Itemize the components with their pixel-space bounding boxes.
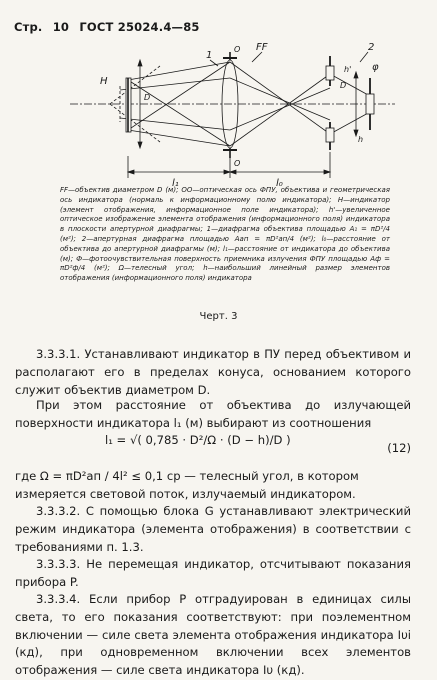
equation-number: (12) <box>387 441 411 455</box>
label-H: H <box>100 76 108 87</box>
label-h-prime: h' <box>344 65 352 74</box>
ray <box>230 62 330 134</box>
label-l1: l₁ <box>172 178 179 188</box>
label-O-top: O <box>234 45 241 54</box>
label-2: 2 <box>368 42 375 53</box>
paragraph-3-3-3-2: 3.3.3.2. С помощью блока G устанавливают электрический режим индикатора (элемента отображения) в соответствии с требованиями п. 1.3. <box>15 504 411 554</box>
label-l0: l₀ <box>276 178 283 188</box>
figure-number: Черт. 3 <box>199 311 238 322</box>
ray <box>110 66 160 104</box>
label-h: h <box>358 135 364 144</box>
paragraph-3-3-3-3: 3.3.3.3. Не перемещая индикатор, отсчитывают показания прибора P. <box>15 557 411 589</box>
paragraph-3-3-3-4: 3.3.3.4. Если прибор P отградуирован в единицах силы света, то его показания соответствуют: при поэлементном включении — силе света элемента отображения индикатора Iυi (кд), при одновременном включении всех элементов отображения — силе света индикатора Iυ (кд). <box>15 592 411 678</box>
label-D-left: D <box>144 93 151 102</box>
label-FF: FF <box>256 42 268 53</box>
ray <box>230 78 330 120</box>
label-O-bottom: O <box>234 159 241 168</box>
label-D-right: D <box>340 81 347 90</box>
omega-definition: где Ω = πD²ап / 4l² ≤ 0,1 ср — телесный угол, в котором измеряется световой поток, излучаемый индикатором. <box>15 469 359 501</box>
ray <box>128 130 230 146</box>
ray <box>128 62 230 80</box>
caption-text: FF—объектив диаметром D (м); OO—оптическая ось ФПУ, объектива и геометрическая ось индикатора (нормаль к информационному полю индикатора); H—индикатор (элемент отображения, информационное поле индикатора); h'—увеличенное оптическое изображение элемента отображения (информационного поля) индикатора в плоскости апертурной диафрагмы; 1—диафрагма объектива площадью A₁ = πD²/4 (м²); 2—апертурная диафрагма площадью Aап = πD²ап/4 (м²); l₀—расстояние от объектива до апертурной диафрагмы (м); l₁—расстояние от индикатора до объектива (м); Ф—фотоочувствительная поверхность приемника излучения ФПУ площадью Aф = πD²ф/4 (м²); Ω—телесный угол; h—наибольший линейный размер элементов отображения (информационного поля) индикатора <box>60 186 390 283</box>
standard-id: ГОСТ 25024.4—85 <box>79 20 200 34</box>
label-1: 1 <box>206 50 213 61</box>
ray <box>230 74 330 146</box>
formula-l1: l₁ = √( 0,785 · D²/Ω · (D − h)/D ) <box>105 433 291 447</box>
paragraph-3-3-3-1: 3.3.3.1. Устанавливают индикатор в ПУ перед объективом и располагают его в пределах конуса, основанием которого служит объектив диаметром D. <box>15 347 411 397</box>
formula-12 <box>15 430 411 464</box>
page-header <box>14 20 206 34</box>
optical-scheme-figure <box>0 38 437 188</box>
page-number: 10 <box>52 20 70 34</box>
ray <box>120 78 230 90</box>
ray <box>230 88 330 130</box>
page-label: Стр. <box>14 20 43 34</box>
paragraph-distance: При этом расстояние от объектива до излучающей поверхности индикатора l₁ (м) выбирают из соотношения <box>15 398 411 430</box>
label-phi: φ <box>372 62 379 73</box>
figure-caption <box>60 186 390 284</box>
ray <box>330 112 370 134</box>
photodetector <box>366 94 374 114</box>
ray <box>128 80 230 146</box>
ray <box>110 104 160 142</box>
ray <box>330 74 370 96</box>
